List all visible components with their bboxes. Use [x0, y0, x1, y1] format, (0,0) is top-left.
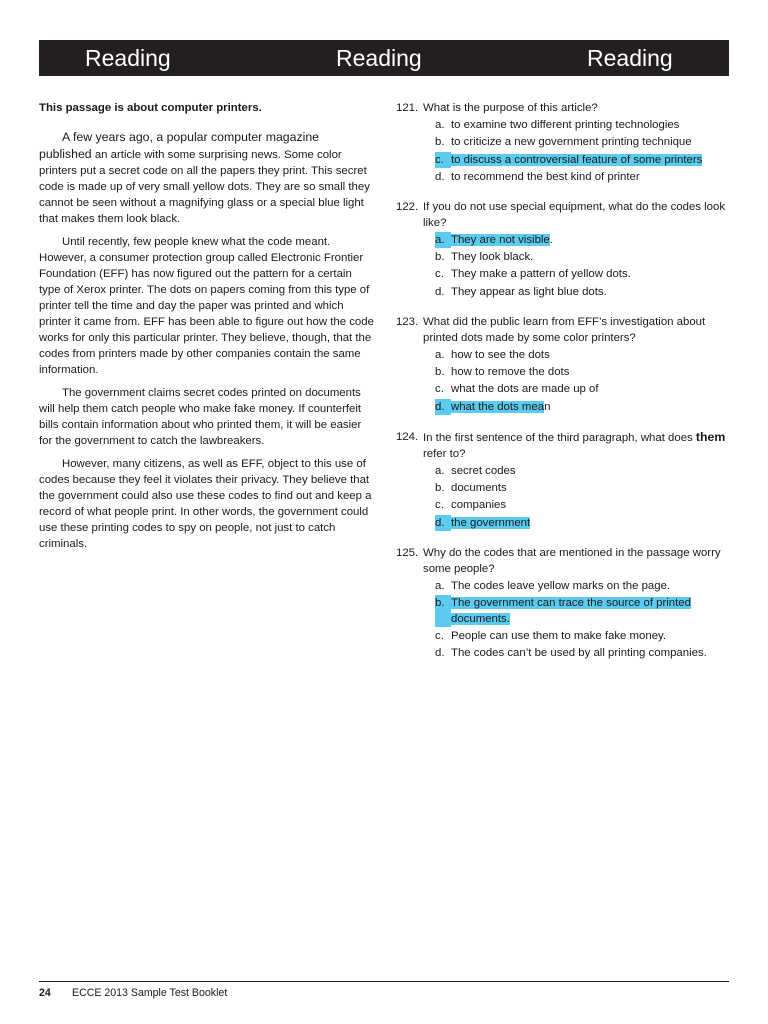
highlighted-answer: They are not visible — [451, 233, 550, 246]
answer-options — [435, 578, 732, 662]
question-stem — [396, 545, 732, 577]
section-header-bar — [39, 40, 729, 76]
answer-option-a[interactable] — [435, 232, 732, 248]
option-letter: b. — [435, 481, 445, 494]
option-letter: a. — [435, 119, 445, 131]
option-letter: c. — [435, 630, 444, 643]
question-text-part: What is the purpose of this article? — [423, 102, 598, 114]
option-text — [451, 595, 732, 627]
footer-divider — [39, 981, 729, 982]
question-number: 124. — [396, 430, 419, 443]
option-text-tail: n — [544, 400, 551, 413]
page-footer — [39, 986, 227, 1000]
option-text — [451, 232, 732, 248]
section-title-reading: Reading — [336, 45, 422, 71]
paragraph-text: However, many citizens, as well as EFF, object to this use of codes because they feel it violates their privacy. They believe that the government could also use these codes to find out and keep a record of what people print. In other words, the government could use these printing codes to spy on people, not just to catch criminals. — [39, 458, 372, 550]
answer-options — [435, 463, 732, 531]
question-number: 125. — [396, 546, 419, 559]
answer-options — [435, 347, 732, 415]
option-letter-highlighted: d. — [435, 399, 451, 415]
question-number: 122. — [396, 200, 419, 213]
question-stem — [396, 100, 732, 116]
answer-option-d[interactable] — [435, 399, 732, 415]
answer-option-b[interactable] — [435, 480, 732, 496]
reading-passage — [39, 100, 375, 559]
question-125 — [396, 545, 732, 662]
answer-option-b[interactable] — [435, 249, 732, 265]
option-text: documents — [451, 481, 507, 494]
answer-option-d[interactable] — [435, 169, 732, 185]
answer-options — [435, 232, 732, 300]
question-list — [396, 100, 732, 675]
question-text — [423, 314, 732, 346]
question-stem — [396, 314, 732, 346]
question-text — [423, 199, 732, 231]
option-text: They make a pattern of yellow dots. — [451, 268, 631, 281]
question-text-part: In the first sentence of the third paragraph, what does — [423, 431, 696, 444]
option-letter: b. — [435, 251, 445, 264]
option-letter-highlighted: d. — [435, 515, 451, 531]
highlighted-answer: The government can trace the source of printed documents. — [451, 596, 691, 625]
answer-option-b[interactable] — [435, 134, 732, 150]
passage-intro: This passage is about computer printers. — [39, 102, 262, 114]
option-text: to examine two different printing technologies — [451, 119, 680, 131]
paragraph-lead: A few years ago, a popular computer magazine published — [39, 130, 320, 161]
highlighted-answer: to discuss a controversial feature of some printers — [451, 153, 703, 166]
passage-paragraph — [39, 385, 375, 449]
option-letter: c. — [435, 268, 444, 281]
question-text — [423, 545, 732, 577]
option-letter: b. — [435, 136, 445, 149]
question-text-part: If you do not use special equipment, what do the codes look like? — [423, 200, 726, 229]
option-text: what the dots are made up of — [451, 383, 599, 396]
option-text — [451, 399, 732, 415]
answer-option-d[interactable] — [435, 515, 732, 531]
answer-option-a[interactable] — [435, 463, 732, 479]
question-text-part: refer to? — [423, 447, 466, 460]
passage-paragraph — [39, 129, 375, 227]
option-text: They appear as light blue dots. — [451, 285, 607, 298]
option-text: to criticize a new government printing technique — [451, 136, 692, 149]
option-text — [451, 152, 732, 168]
option-text: The codes leave yellow marks on the page. — [451, 579, 671, 592]
question-emphasis: them — [695, 429, 726, 444]
booklet-title: ECCE 2013 Sample Test Booklet — [72, 987, 228, 999]
option-text: how to remove the dots — [451, 366, 570, 379]
answer-option-a[interactable] — [435, 117, 732, 133]
option-letter: d. — [435, 285, 445, 298]
question-number: 123. — [396, 315, 419, 328]
question-text-part: Why do the codes that are mentioned in the passage worry some people? — [423, 546, 721, 575]
question-123 — [396, 314, 732, 415]
section-title-reading: Reading — [85, 45, 171, 71]
option-letter: c. — [435, 499, 444, 512]
option-text: They look black. — [451, 251, 534, 264]
question-124 — [396, 429, 732, 531]
option-text: secret codes — [451, 464, 516, 477]
option-text: People can use them to make fake money. — [451, 630, 667, 643]
question-stem — [396, 429, 732, 462]
passage-paragraph — [39, 234, 375, 378]
option-letter-highlighted: a. — [435, 232, 451, 248]
option-text — [451, 515, 732, 531]
page-number: 24 — [39, 987, 51, 999]
question-stem — [396, 199, 732, 231]
highlighted-answer: what the dots mea — [451, 400, 545, 413]
paragraph-text: Until recently, few people knew what the code meant. However, a consumer protection group called Electronic Frontier Foundation (EFF) has now figured out the pattern for a certain type of Xerox printer. The dots on papers coming from this type of printer tell the time and day the paper was printed and which printer it came from. EFF has been able to figure out how the code works for only this particular printer. They believe, though, that the codes from printers made by other companies contain the same information. — [39, 236, 374, 376]
option-text: The codes can’t be used by all printing companies. — [451, 647, 707, 660]
highlighted-answer: the government — [451, 516, 531, 529]
answer-option-b[interactable] — [435, 595, 732, 627]
paragraph-text: an article with some surprising news. Some color printers put a secret code on all the papers they print. This secret code is made up of very small yellow dots. They are so small they cannot be seen without a magnifying glass or a special blue light that makes them look black. — [39, 149, 370, 225]
question-122 — [396, 199, 732, 300]
answer-option-c[interactable] — [435, 266, 732, 282]
option-text: companies — [451, 499, 507, 512]
option-letter: b. — [435, 366, 445, 379]
option-letter: a. — [435, 348, 445, 361]
option-text-tail: . — [549, 233, 553, 246]
option-letter: d. — [435, 647, 445, 660]
option-text: how to see the dots — [451, 348, 550, 361]
answer-option-b[interactable] — [435, 364, 732, 380]
option-letter: a. — [435, 464, 445, 477]
answer-option-a[interactable] — [435, 347, 732, 363]
answer-options — [435, 117, 732, 185]
answer-option-d[interactable] — [435, 645, 732, 661]
answer-option-c[interactable] — [435, 381, 732, 397]
answer-option-c[interactable] — [435, 497, 732, 513]
option-letter: a. — [435, 579, 445, 592]
question-text — [423, 100, 732, 116]
question-121 — [396, 100, 732, 185]
paragraph-text: The government claims secret codes printed on documents will help them catch people who make fake money. If counterfeit bills contain information about who printed them, it will be easier for the government to catch the lawbreakers. — [39, 387, 362, 447]
question-text-part: What did the public learn from EFF’s investigation about printed dots made by some color printers? — [423, 315, 706, 344]
answer-option-a[interactable] — [435, 578, 732, 594]
question-number: 121. — [396, 102, 419, 114]
answer-option-c[interactable] — [435, 628, 732, 644]
answer-option-c[interactable] — [435, 152, 732, 168]
answer-option-d[interactable] — [435, 284, 732, 300]
option-letter-highlighted: c. — [435, 152, 451, 168]
option-letter: d. — [435, 170, 445, 183]
option-text: to recommend the best kind of printer — [451, 170, 640, 183]
option-letter: c. — [435, 383, 444, 396]
passage-paragraph — [39, 456, 375, 552]
option-letter-highlighted: b. — [435, 595, 451, 627]
question-text — [423, 429, 732, 462]
section-title-reading: Reading — [587, 45, 673, 71]
